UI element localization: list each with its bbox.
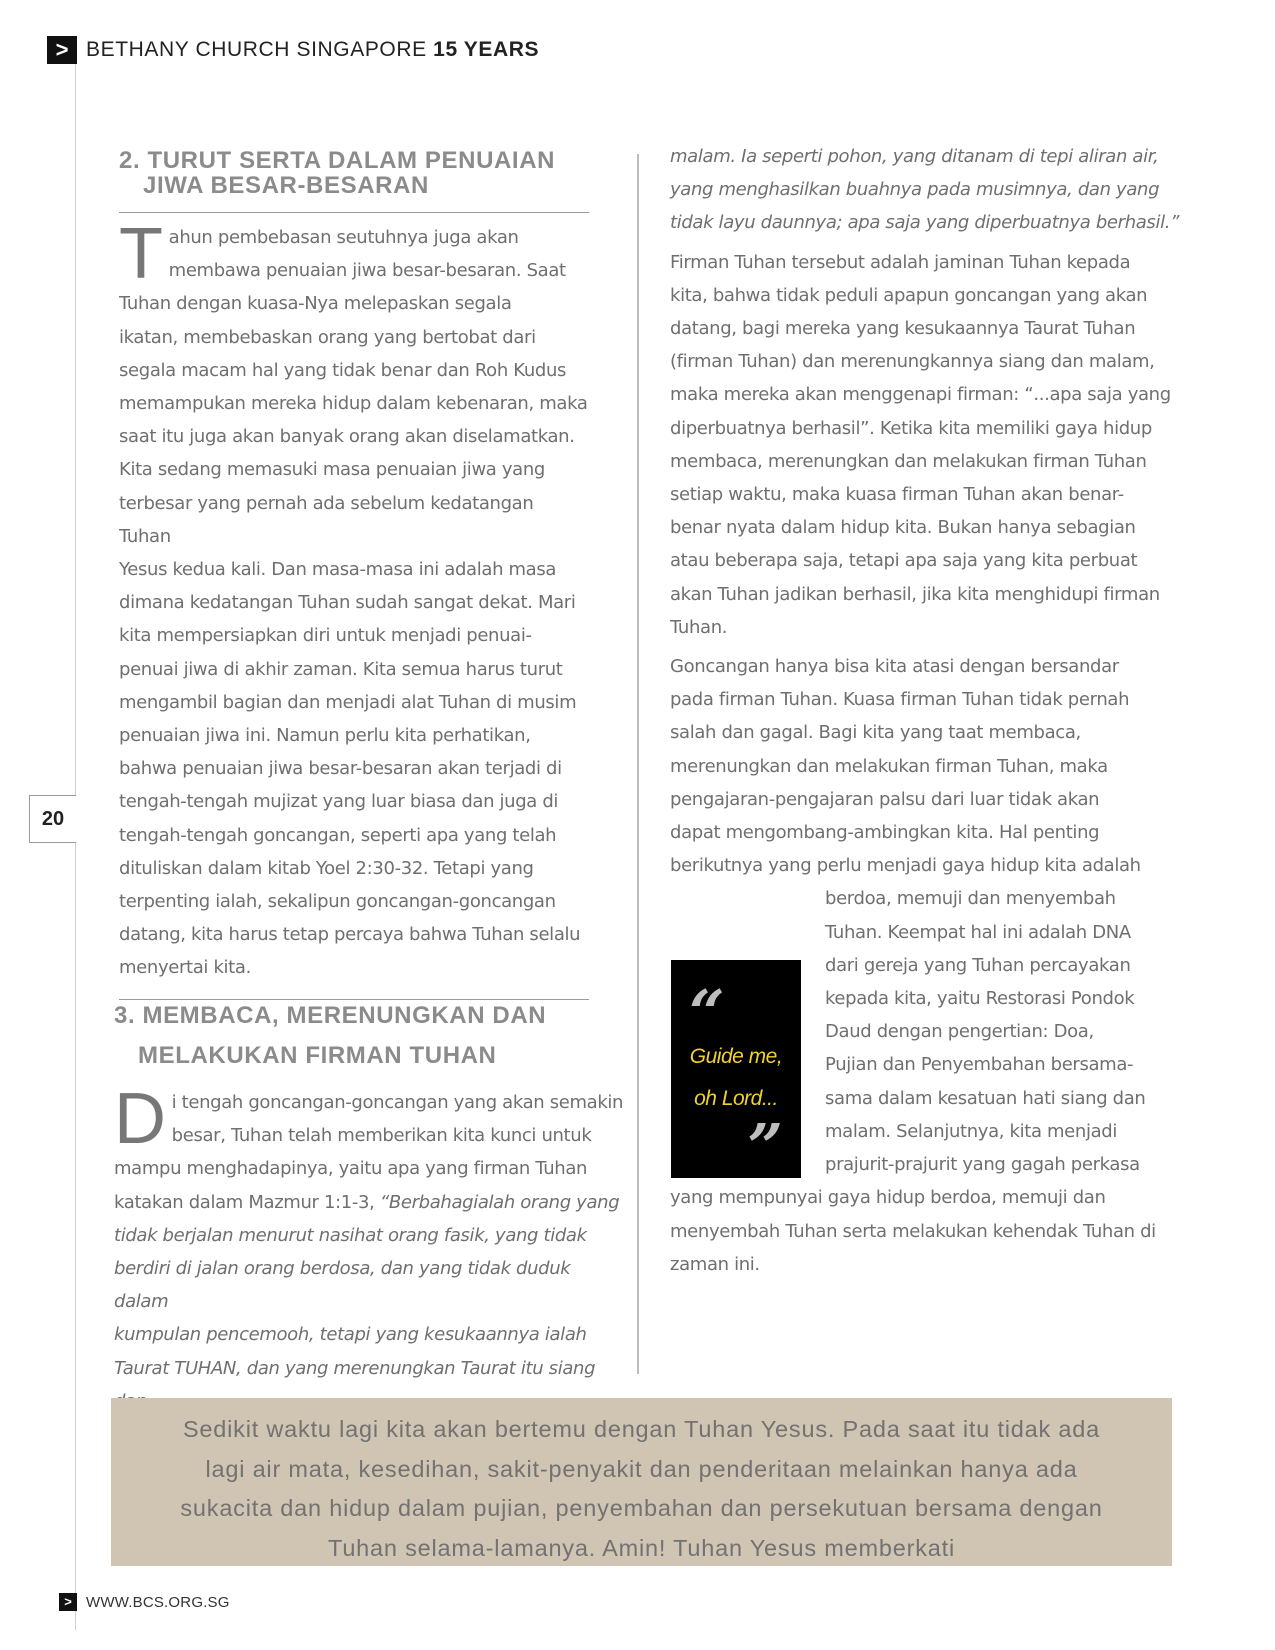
section-3-heading (114, 996, 624, 1076)
right-paragraph-2-final (670, 1181, 1180, 1281)
text-line: tidak layu daunnya; apa saja yang diperbuatnya berhasil.” (670, 212, 1180, 234)
text-line: salah dan gagal. Bagi kita yang taat membaca, (670, 722, 1081, 744)
section-3-line-4 (114, 1186, 624, 1219)
section-3-line-4-regular: katakan dalam Mazmur 1:1-3, (114, 1191, 380, 1213)
text-line: Taurat TUHAN, dan yang merenungkan Taurat itu siang (114, 1357, 596, 1379)
text-line: tengah-tengah goncangan, seperti apa yang telah (119, 824, 557, 846)
footer-url[interactable]: WWW.BCS.ORG.SG (86, 1594, 230, 1611)
closing-line: sukacita dan hidup dalam pujian, penyembahan dan persekutuan bersama dengan (180, 1495, 1103, 1521)
text-line: datang, bagi mereka yang kesukaannya Taurat Tuhan (670, 318, 1136, 340)
text-line: pengajaran-pengajaran palsu dari luar tidak akan (670, 788, 1100, 810)
section-3-heading-line2: MELAKUKAN FIRMAN TUHAN (138, 1042, 497, 1069)
section-3-italic-lines (114, 1219, 624, 1418)
pull-quote-line1: Guide me, (689, 1045, 783, 1068)
section-2-rule (119, 212, 589, 213)
text-line: menyembah Tuhan serta melakukan kehendak Tuhan di (670, 1220, 1156, 1242)
section-3 (114, 996, 624, 1418)
section-3-body (114, 1079, 624, 1418)
text-line: bahwa penuaian jiwa besar-besaran akan terjadi di (119, 758, 562, 780)
text-line: maka mereka akan menggenapi firman: “...apa saja yang (670, 384, 1171, 406)
text-line: zaman ini. (670, 1253, 760, 1275)
closing-line: Sedikit waktu lagi kita akan bertemu dengan Tuhan Yesus. Pada saat itu tidak ada (182, 1416, 1101, 1442)
text-line: pada firman Tuhan. Kuasa firman Tuhan tidak pernah (670, 689, 1130, 711)
text-line: dapat mengombang-ambingkan kita. Hal penting (670, 822, 1100, 844)
page-number: 20 (29, 795, 76, 843)
text-line: berdoa, memuji dan menyembah (825, 888, 1116, 910)
text-line: memampukan mereka hidup dalam kebenaran, maka (119, 393, 588, 415)
pull-quote-text (671, 1036, 801, 1120)
column-divider (637, 154, 639, 1374)
text-line: dituliskan dalam kitab Yoel 2:30-32. Tetapi yang (119, 857, 534, 879)
text-line: sama dalam kesatuan hati siang dan (825, 1087, 1146, 1109)
scripture-continuation (670, 140, 1180, 240)
open-quote-icon: “ (689, 976, 725, 1049)
text-line: Firman Tuhan tersebut adalah jaminan Tuhan kepada (670, 251, 1131, 273)
header-title (86, 38, 539, 62)
text-line: kepada kita, yaitu Restorasi Pondok (825, 988, 1135, 1010)
text-line: tidak berjalan menurut nasihat orang fasik, yang tidak (114, 1224, 587, 1246)
section-3-heading-line1: 3. MEMBACA, MERENUNGKAN DAN (114, 1002, 547, 1029)
right-paragraph-2 (670, 650, 1180, 882)
text-line: Tuhan dengan kuasa-Nya melepaskan segala (119, 293, 512, 315)
closing-text (111, 1410, 1172, 1568)
text-line: ahun pembebasan seutuhnya juga akan (168, 227, 519, 248)
text-line: berdiri di jalan orang berdosa, dan yang tidak duduk dalam (114, 1258, 571, 1313)
section-2-heading-line2: JIWA BESAR-BESARAN (143, 172, 429, 199)
text-line: tengah-tengah mujizat yang luar biasa dan juga di (119, 791, 559, 813)
section-2-heading-line1: 2. TURUT SERTA DALAM PENUAIAN (119, 147, 556, 174)
closing-callout (111, 1398, 1172, 1566)
header-title-bold: 15 YEARS (433, 38, 540, 61)
text-line: yang menghasilkan buahnya pada musimnya, dan yang (670, 179, 1160, 201)
closing-line: Tuhan selama-lamanya. Amin! Tuhan Yesus memberkati (328, 1534, 955, 1561)
section-2-body (119, 214, 589, 985)
section-3-line-4-italic: “Berbahagialah orang yang (379, 1191, 620, 1213)
text-line: dimana kedatangan Tuhan sudah sangat dekat. Mari (119, 592, 576, 614)
text-line: i tengah goncangan-goncangan yang akan semakin (171, 1092, 624, 1113)
text-line: merenungkan dan melakukan firman Tuhan, maka (670, 755, 1108, 777)
text-line: dari gereja yang Tuhan percayakan (825, 954, 1131, 976)
section-3-lines (114, 1079, 624, 1186)
text-line: kumpulan pencemooh, tetapi yang kesukaannya ialah (114, 1324, 587, 1346)
section-2 (119, 148, 589, 1000)
text-line: penuaian jiwa ini. Namun perlu kita perhatikan, (119, 725, 531, 747)
text-line: Pujian dan Penyembahan bersama- (825, 1054, 1134, 1076)
text-line: mengambil bagian dan menjadi alat Tuhan di musim (119, 691, 577, 713)
text-line: terbesar yang pernah ada sebelum kedatangan Tuhan (119, 492, 534, 547)
left-margin-line (75, 64, 76, 1630)
close-quote-icon: ” (747, 1110, 783, 1183)
header-title-main: BETHANY CHURCH SINGAPORE (86, 38, 427, 61)
text-line: Tuhan. Keempat hal ini adalah DNA (825, 921, 1131, 943)
section-2-heading (119, 148, 589, 198)
text-line: kita, bahwa tidak peduli apapun goncangan yang akan (670, 284, 1148, 306)
text-line: berikutnya yang perlu menjadi gaya hidup kita adalah (670, 855, 1141, 877)
section-2-dropcap: T (119, 214, 163, 294)
text-line: (firman Tuhan) dan merenungkannya siang dan malam, (670, 351, 1155, 373)
text-line: penuai jiwa di akhir zaman. Kita semua harus turut (119, 658, 563, 680)
section-3-dropcap: D (114, 1079, 166, 1159)
text-line: Daud dengan pengertian: Doa, (825, 1021, 1094, 1043)
text-line: segala macam hal yang tidak benar dan Roh Kudus (119, 359, 567, 381)
right-paragraph-1 (670, 246, 1180, 644)
text-line: prajurit-prajurit yang gagah perkasa (825, 1154, 1140, 1176)
footer-arrow-icon: > (59, 1593, 77, 1611)
text-line: Goncangan hanya bisa kita atasi dengan bersandar (670, 656, 1119, 678)
text-line: saat itu juga akan banyak orang akan diselamatkan. (119, 426, 575, 448)
text-line: malam. Selanjutnya, kita menjadi (825, 1120, 1118, 1142)
text-line: datang, kita harus tetap percaya bahwa Tuhan selalu (119, 924, 581, 946)
text-line: mampu menghadapinya, yaitu apa yang firman Tuhan (114, 1158, 588, 1180)
text-line: atau beberapa saja, tetapi apa saja yang kita perbuat (670, 550, 1138, 572)
text-line: Kita sedang memasuki masa penuaian jiwa yang (119, 459, 545, 481)
header-arrow-icon: > (47, 36, 77, 64)
text-line: membaca, merenungkan dan melakukan firman Tuhan (670, 450, 1147, 472)
text-line: akan Tuhan jadikan berhasil, jika kita menghidupi firman (670, 583, 1160, 605)
text-line: ikatan, membebaskan orang yang bertobat dari (119, 326, 536, 348)
text-line: Tuhan. (670, 616, 728, 638)
text-line: yang mempunyai gaya hidup berdoa, memuji dan (670, 1187, 1106, 1209)
pull-quote-box (671, 960, 801, 1183)
text-line: membawa penuaian jiwa besar-besaran. Saat (168, 260, 566, 282)
text-line: diperbuatnya berhasil”. Ketika kita memiliki gaya hidup (670, 417, 1152, 439)
text-line: setiap waktu, maka kuasa firman Tuhan akan benar- (670, 484, 1124, 506)
text-line: Yesus kedua kali. Dan masa-masa ini adalah masa (119, 559, 557, 581)
closing-line: lagi air mata, kesedihan, sakit-penyakit dan penderitaan melainkan hanya ada (205, 1455, 1078, 1482)
pull-quote-line2: oh Lord... (694, 1087, 778, 1110)
text-line: terpenting ialah, sekalipun goncangan-goncangan (119, 891, 556, 913)
text-line: malam. Ia seperti pohon, yang ditanam di tepi aliran air, (670, 146, 1159, 167)
text-line: benar nyata dalam hidup kita. Bukan hanya sebagian (670, 517, 1136, 539)
text-line: besar, Tuhan telah memberikan kita kunci untuk (171, 1125, 592, 1147)
section-2-lines (119, 214, 589, 985)
text-line: menyertai kita. (119, 957, 251, 979)
text-line: kita mempersiapkan diri untuk menjadi penuai- (119, 625, 532, 647)
